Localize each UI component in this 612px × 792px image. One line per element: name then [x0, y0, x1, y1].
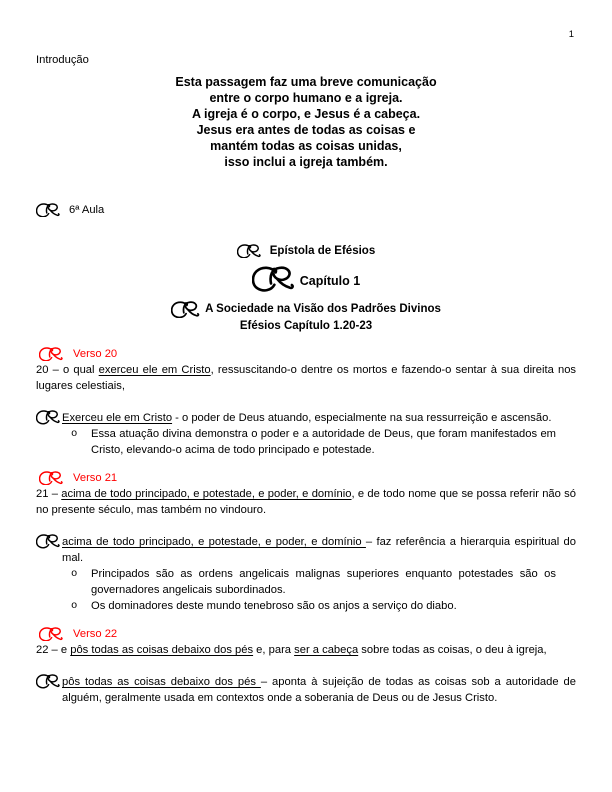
body-text: – aponta à sujeição de todas as coisas sob a autoridade de alguém, geralmente usada em contextos onde a soberania de Deus ou de Jesus Cristo. [62, 676, 576, 705]
sub-bullet-text [91, 598, 556, 614]
epigraph-line: mantém todas as coisas unidas, [210, 139, 402, 153]
underlined-text: acima de todo principado, e potestade, e poder, e domínio [62, 536, 366, 549]
sub-bullet-text [91, 566, 556, 598]
verse-heading [36, 470, 576, 486]
body-text: , e de todo nome que se possa referir não só no presente século, mas também no vindouro. [36, 488, 576, 517]
epigraph-line: Esta passagem faz uma breve comunicação [175, 75, 437, 89]
verse-heading [36, 346, 576, 362]
verse-paragraph [36, 486, 576, 518]
body-text: – faz referência a hierarquia espiritual do mal. [62, 536, 576, 565]
epistle-title: Epístola de Efésios [269, 245, 376, 257]
cr-monogram-icon-icon [36, 534, 62, 549]
body-text: e, para [253, 644, 295, 657]
cr-monogram-icon-icon [252, 266, 298, 292]
underlined-text: pôs todas as coisas debaixo dos pés [62, 676, 261, 689]
lesson-label: 6ª Aula [69, 204, 105, 216]
chapter-title: Capítulo 1 [299, 273, 361, 288]
underlined-text: ser a cabeça [294, 644, 359, 657]
body-text: sobre todas as coisas, o deu à igreja, [358, 644, 547, 657]
cr-monogram-icon-icon [171, 301, 202, 318]
underlined-text: acima de todo principado, e potestade, e poder, e domínio [61, 488, 352, 501]
body-text: 20 – o qual [36, 364, 99, 377]
sub-bullet [71, 566, 556, 598]
study-bullet [36, 534, 576, 566]
circle-bullet-icon: o [71, 428, 78, 441]
page-number: 1 [568, 29, 574, 40]
cr-monogram-icon-icon [39, 627, 65, 642]
body-text: Essa atuação divina demonstra o poder e a autoridade de Deus, que foram manifestados em Cristo, elevando-o acima de todo principado e potestade. [91, 428, 556, 457]
cr-monogram-icon-icon [36, 674, 62, 689]
underlined-text: pôs todas as coisas debaixo dos pés [70, 644, 254, 657]
epigraph-block [36, 74, 576, 170]
body-text: Os dominadores deste mundo tenebroso são os anjos a serviço do diabo. [91, 600, 457, 613]
epigraph-line: Jesus era antes de todas as coisas e [196, 123, 416, 137]
cr-monogram-icon-icon [39, 347, 65, 362]
circle-bullet-icon: o [71, 600, 78, 613]
study-bullet [36, 410, 576, 426]
sub-bullet [71, 598, 556, 614]
body-text: - o poder de Deus atuando, especialmente na sua ressurreição e ascensão. [172, 412, 552, 425]
sub-bullet [71, 426, 556, 458]
underlined-text: Exerceu ele em Cristo [62, 412, 173, 425]
theme-heading [36, 301, 576, 318]
epistle-heading [36, 243, 576, 259]
lesson-row [36, 202, 576, 218]
cr-monogram-icon-icon [36, 203, 62, 218]
intro-label: Introdução [36, 54, 89, 66]
body-text: Principados são as ordens angelicais malignas superiores enquanto potestades são os governadores angelicais subordinados. [91, 568, 556, 597]
circle-bullet-icon: o [71, 568, 78, 581]
cr-monogram-icon-icon [36, 410, 62, 425]
verse-heading [36, 626, 576, 642]
epigraph-line: A igreja é o corpo, e Jesus é a cabeça. [191, 107, 421, 121]
verse-heading-label: Verso 21 [73, 472, 118, 485]
cr-monogram-icon-icon [237, 244, 263, 259]
body-text: , ressuscitando-o dentre os mortos e fazendo-o sentar à sua direita nos lugares celestiais, [36, 364, 577, 393]
verse-heading-label: Verso 22 [73, 628, 118, 641]
verse-paragraph [36, 362, 576, 394]
theme-title: A Sociedade na Visão dos Padrões Divinos [205, 303, 441, 316]
sub-bullet-text [91, 426, 556, 458]
chapter-heading [36, 266, 576, 289]
underlined-text: exerceu ele em Cristo [98, 364, 211, 377]
cr-monogram-icon-icon [39, 471, 65, 486]
passage-reference: Efésios Capítulo 1.20-23 [239, 320, 373, 333]
epigraph-line: entre o corpo humano e a igreja. [209, 91, 403, 105]
body-text: 22 – e [36, 644, 71, 657]
epigraph-line: isso inclui a igreja também. [224, 155, 388, 169]
verse-paragraph [36, 642, 576, 658]
verse-sections [36, 346, 576, 706]
study-bullet [36, 674, 576, 706]
body-text: 21 – [36, 488, 62, 501]
verse-heading-label: Verso 20 [73, 348, 118, 361]
